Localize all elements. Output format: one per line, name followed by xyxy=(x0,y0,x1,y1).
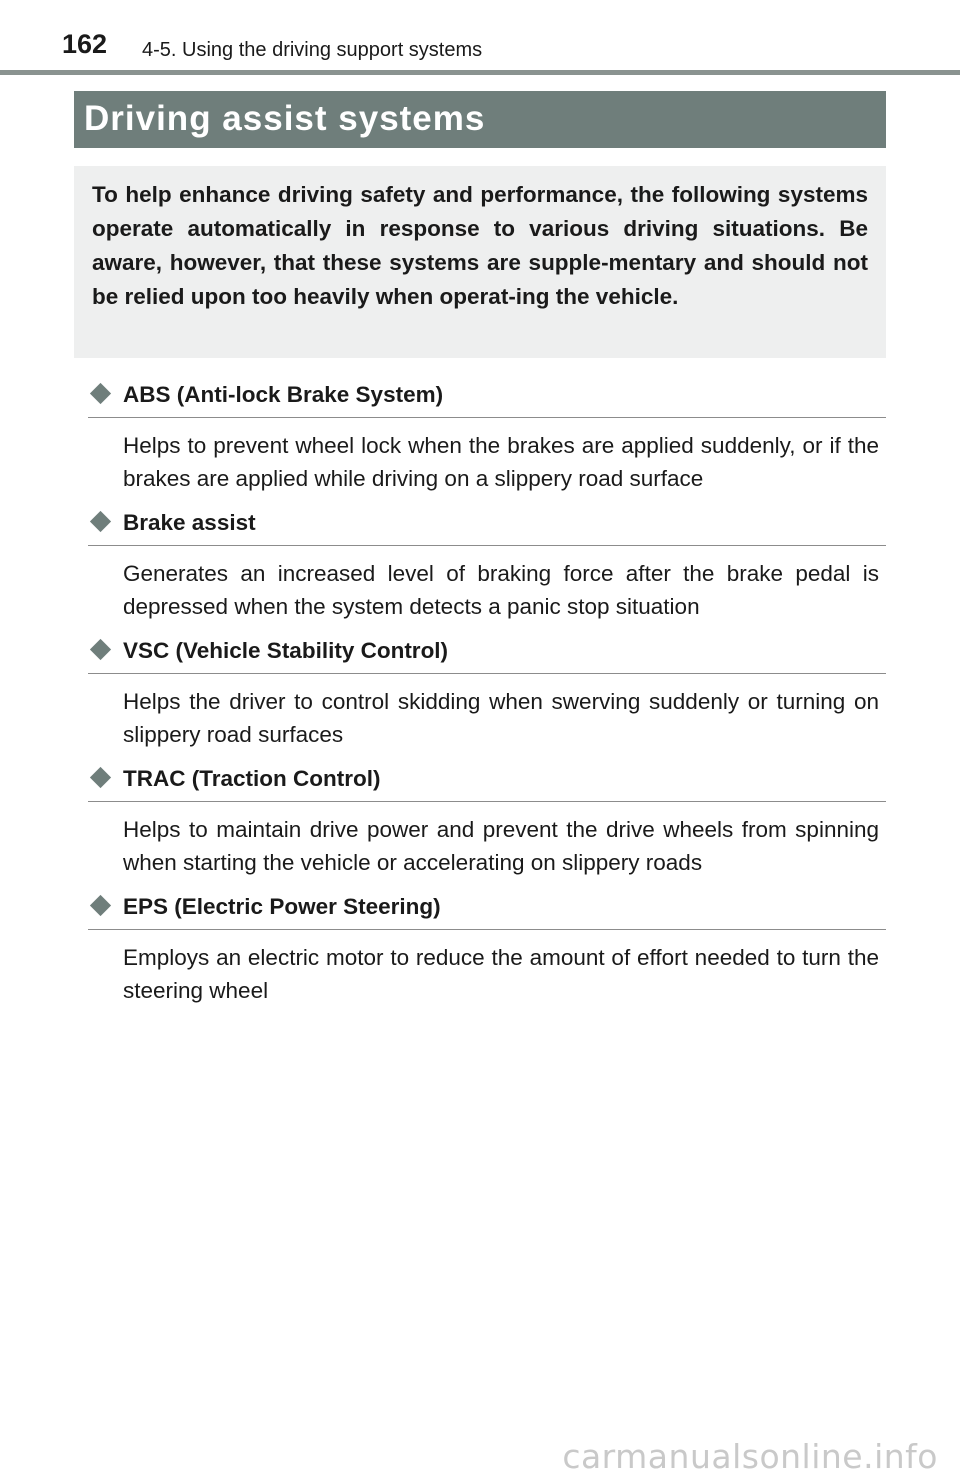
watermark: carmanualsonline.info xyxy=(562,1437,938,1476)
feature-title: TRAC (Traction Control) xyxy=(123,766,381,791)
section-title: Driving assist systems xyxy=(84,99,486,138)
feature-heading xyxy=(88,637,886,674)
page-number: 162 xyxy=(62,29,108,59)
feature-heading xyxy=(88,381,886,418)
feature-trac xyxy=(88,765,886,879)
feature-eps xyxy=(88,893,886,1007)
diamond-icon xyxy=(90,383,111,404)
feature-title: ABS (Anti-lock Brake System) xyxy=(123,382,444,407)
feature-abs xyxy=(88,381,886,495)
feature-vsc xyxy=(88,637,886,751)
feature-title: EPS (Electric Power Steering) xyxy=(123,894,441,919)
feature-title: Brake assist xyxy=(123,510,256,535)
feature-description: Helps to prevent wheel lock when the brakes are applied suddenly, or if the brakes are applied while driving on a slippery road surface xyxy=(123,433,879,491)
header-rule xyxy=(0,70,960,75)
feature-description: Helps to maintain drive power and prevent the drive wheels from spinning when starting the vehicle or accelerating on slippery roads xyxy=(123,817,879,875)
chapter-title: 4-5. Using the driving support systems xyxy=(142,39,483,61)
page-header xyxy=(0,0,960,76)
section-banner xyxy=(74,91,886,148)
diamond-icon xyxy=(90,767,111,788)
feature-description: Generates an increased level of braking force after the brake pedal is depressed when the system detects a panic stop situation xyxy=(123,561,879,619)
feature-brake-assist xyxy=(88,509,886,623)
intro-box xyxy=(74,166,886,358)
intro-text: To help enhance driving safety and performance, the following systems operate automatically in response to various driving situations. Be aware, however, that these systems are supple-mentary and should not be relied upon too heavily when operat-ing the vehicle. xyxy=(92,182,868,309)
diamond-icon xyxy=(90,639,111,660)
feature-heading xyxy=(88,509,886,546)
feature-title: VSC (Vehicle Stability Control) xyxy=(123,638,449,663)
diamond-icon xyxy=(90,895,111,916)
feature-description: Helps the driver to control skidding when swerving suddenly or turning on slippery road surfaces xyxy=(123,689,879,747)
feature-heading xyxy=(88,765,886,802)
feature-heading xyxy=(88,893,886,930)
diamond-icon xyxy=(90,511,111,532)
feature-description: Employs an electric motor to reduce the amount of effort needed to turn the steering wheel xyxy=(123,945,879,1003)
